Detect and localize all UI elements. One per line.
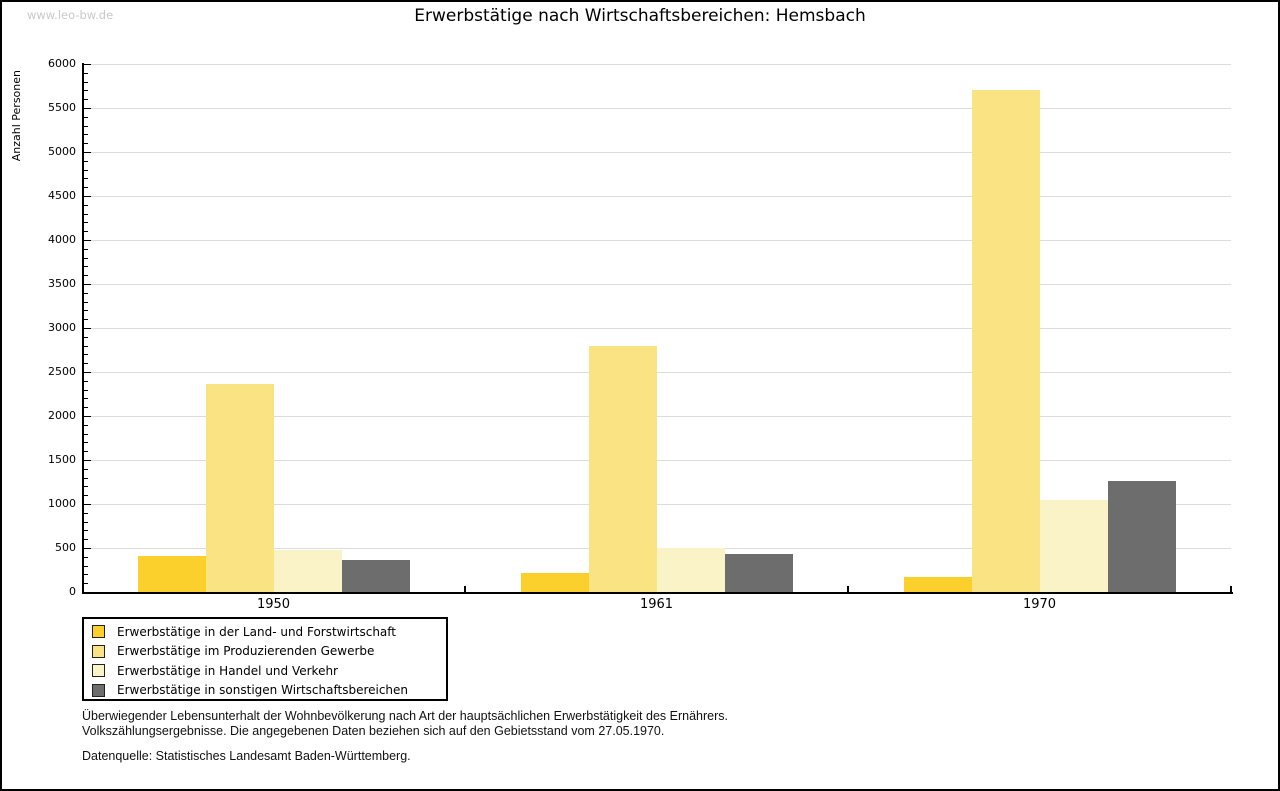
y-minor-tick <box>84 442 88 443</box>
y-minor-tick <box>84 205 88 206</box>
y-minor-tick <box>84 187 88 188</box>
y-tick <box>84 64 91 65</box>
y-minor-tick <box>84 539 88 540</box>
y-minor-tick <box>84 354 88 355</box>
x-axis-line <box>82 592 1233 594</box>
y-tick-label: 1000 <box>48 497 76 510</box>
y-tick <box>84 152 91 153</box>
page-title: Erwerbstätige nach Wirtschaftsbereichen: Hemsbach <box>414 6 866 26</box>
legend-row <box>84 661 446 681</box>
legend-swatch <box>92 625 105 638</box>
y-axis-line <box>82 63 84 594</box>
y-minor-tick <box>84 390 88 391</box>
y-minor-tick <box>84 425 88 426</box>
legend-label: Erwerbstätige in der Land- und Forstwirtschaft <box>117 624 396 639</box>
y-minor-tick <box>84 451 88 452</box>
y-tick-label: 1500 <box>48 453 76 466</box>
y-minor-tick <box>84 530 88 531</box>
watermark: www.leo-bw.de <box>27 8 114 22</box>
spacer <box>82 738 728 749</box>
y-minor-tick <box>84 249 88 250</box>
y-minor-tick <box>84 82 88 83</box>
y-minor-tick <box>84 495 88 496</box>
gridline <box>84 196 1231 197</box>
y-minor-tick <box>84 566 88 567</box>
y-minor-tick <box>84 143 88 144</box>
y-tick-label: 500 <box>55 541 76 554</box>
y-minor-tick <box>84 522 88 523</box>
y-tick <box>84 240 91 241</box>
y-minor-tick <box>84 398 88 399</box>
bar <box>972 90 1040 592</box>
legend-row <box>84 642 446 662</box>
y-tick-label: 2500 <box>48 365 76 378</box>
y-minor-tick <box>84 434 88 435</box>
y-tick-label: 5500 <box>48 101 76 114</box>
y-minor-tick <box>84 275 88 276</box>
legend-label: Erwerbstätige im Produzierenden Gewerbe <box>117 644 375 659</box>
y-minor-tick <box>84 407 88 408</box>
y-minor-tick <box>84 513 88 514</box>
y-tick-label: 3000 <box>48 321 76 334</box>
y-tick-label: 4000 <box>48 233 76 246</box>
y-minor-tick <box>84 99 88 100</box>
y-minor-tick <box>84 469 88 470</box>
y-minor-tick <box>84 117 88 118</box>
gridline <box>84 328 1231 329</box>
y-tick <box>84 328 91 329</box>
bar <box>1108 481 1176 592</box>
bar <box>725 554 793 592</box>
y-minor-tick <box>84 310 88 311</box>
bar <box>342 560 410 592</box>
y-minor-tick <box>84 134 88 135</box>
gridline <box>84 64 1231 65</box>
y-minor-tick <box>84 170 88 171</box>
bar <box>904 577 972 592</box>
y-minor-tick <box>84 126 88 127</box>
y-tick <box>84 196 91 197</box>
y-minor-tick <box>84 319 88 320</box>
gridline <box>84 152 1231 153</box>
y-minor-tick <box>84 346 88 347</box>
bar <box>274 550 342 592</box>
y-minor-tick <box>84 302 88 303</box>
gridline <box>84 108 1231 109</box>
y-minor-tick <box>84 222 88 223</box>
legend-label: Erwerbstätige in Handel und Verkehr <box>117 663 338 678</box>
y-minor-tick <box>84 293 88 294</box>
y-tick <box>84 108 91 109</box>
y-minor-tick <box>84 381 88 382</box>
y-minor-tick <box>84 90 88 91</box>
bar <box>521 573 589 592</box>
y-tick-label: 4500 <box>48 189 76 202</box>
gridline <box>84 372 1231 373</box>
y-tick-label: 2000 <box>48 409 76 422</box>
y-minor-tick <box>84 478 88 479</box>
x-category-label: 1950 <box>256 597 291 612</box>
legend-row <box>84 622 446 642</box>
y-minor-tick <box>84 583 88 584</box>
bar <box>589 346 657 592</box>
y-tick-label: 3500 <box>48 277 76 290</box>
legend <box>82 617 448 701</box>
y-tick <box>84 460 91 461</box>
legend-row <box>84 681 446 701</box>
y-minor-tick <box>84 73 88 74</box>
y-minor-tick <box>84 574 88 575</box>
bar <box>1040 500 1108 592</box>
footnotes <box>82 709 728 764</box>
y-minor-tick <box>84 557 88 558</box>
legend-swatch <box>92 664 105 677</box>
legend-swatch <box>92 684 105 697</box>
y-tick <box>84 372 91 373</box>
y-tick <box>84 416 91 417</box>
source-line: Datenquelle: Statistisches Landesamt Baden-Württemberg. <box>82 749 411 763</box>
bar <box>206 384 274 592</box>
footnote-line: Überwiegender Lebensunterhalt der Wohnbevölkerung nach Art der hauptsächlichen Erwerbstätigkeit des Ernährers. <box>82 709 728 723</box>
y-tick <box>84 284 91 285</box>
legend-label: Erwerbstätige in sonstigen Wirtschaftsbereichen <box>117 683 409 698</box>
bar <box>657 548 725 592</box>
y-minor-tick <box>84 231 88 232</box>
x-category-label: 1961 <box>639 597 674 612</box>
y-tick-label: 5000 <box>48 145 76 158</box>
y-minor-tick <box>84 178 88 179</box>
y-tick-label: 0 <box>69 585 76 598</box>
y-minor-tick <box>84 486 88 487</box>
gridline <box>84 240 1231 241</box>
footnote-line: Volkszählungsergebnisse. Die angegebenen Daten beziehen sich auf den Gebietsstand vom 27.05.1970. <box>82 723 665 738</box>
x-category-label: 1970 <box>1022 597 1057 612</box>
y-minor-tick <box>84 258 88 259</box>
y-axis-title: Anzahl Personen <box>10 70 23 162</box>
y-tick <box>84 504 91 505</box>
bar <box>138 556 206 592</box>
legend-swatch <box>92 645 105 658</box>
y-minor-tick <box>84 266 88 267</box>
y-tick <box>84 548 91 549</box>
y-tick-label: 6000 <box>48 57 76 70</box>
gridline <box>84 284 1231 285</box>
y-minor-tick <box>84 214 88 215</box>
y-minor-tick <box>84 337 88 338</box>
y-minor-tick <box>84 363 88 364</box>
y-minor-tick <box>84 161 88 162</box>
